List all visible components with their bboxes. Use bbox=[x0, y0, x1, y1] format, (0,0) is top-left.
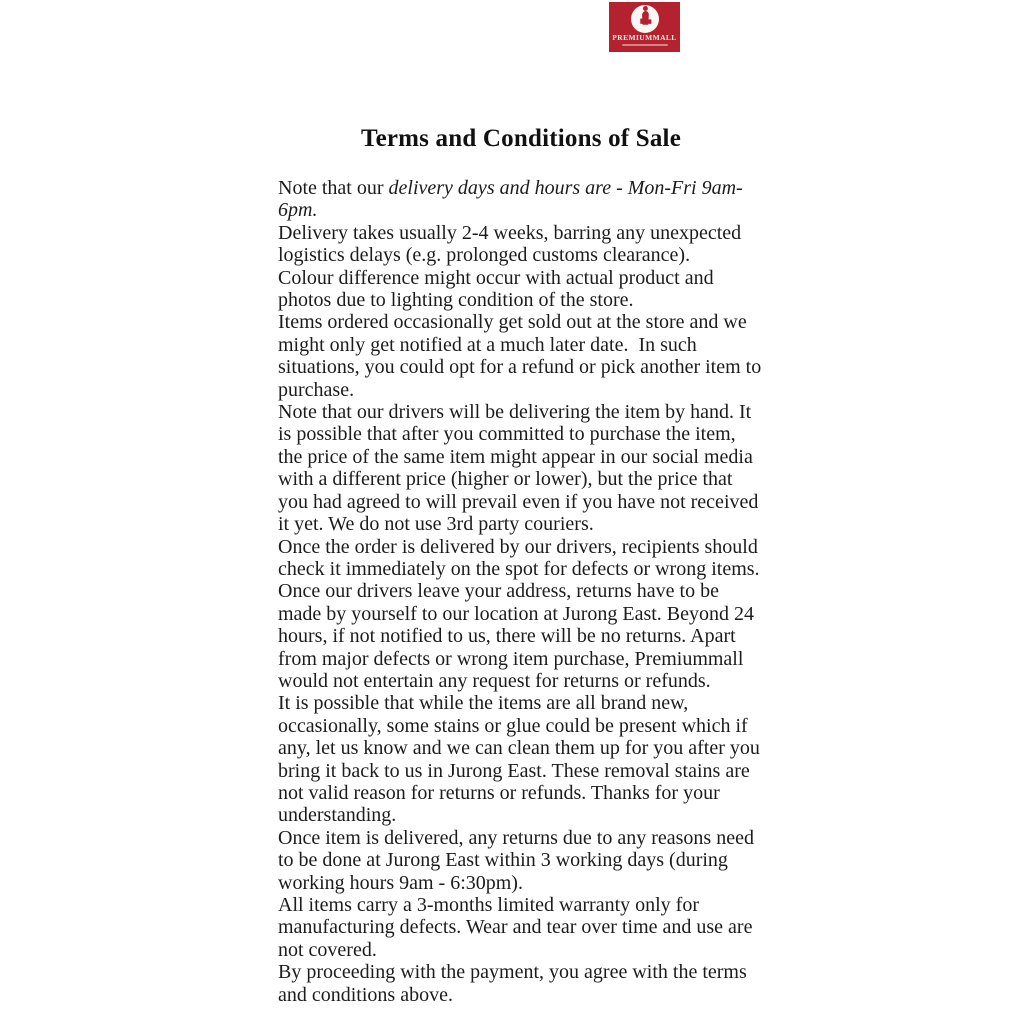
page-title: Terms and Conditions of Sale bbox=[360, 125, 682, 152]
terms-document bbox=[278, 124, 767, 1006]
logo-tagline bbox=[622, 44, 668, 46]
text-run: It is possible that while the items are all brand new, occasionally, some stains or glue could be present which if any, let us know and we can clean them up for you after you bring it back to us in Jurong East. These removal stains are not valid reason for returns or refunds. Thanks for your understanding. bbox=[278, 692, 765, 827]
paragraph bbox=[278, 894, 764, 961]
text-run: Note that our drivers will be delivering the item by hand. It is possible that after you committed to purchase the item, the price of the same item might appear in our social media with a different price (higher or lower), but the price that you had agreed to will prevail even if you have not received it yet. We do not use 3rd party couriers. bbox=[278, 401, 764, 536]
paragraph bbox=[278, 267, 764, 312]
text-run: Note that our bbox=[278, 177, 389, 199]
paragraph bbox=[278, 177, 764, 222]
premiummall-logo bbox=[609, 2, 680, 52]
paragraph bbox=[278, 961, 764, 1006]
paragraph bbox=[278, 827, 764, 894]
text-run: Items ordered occasionally get sold out at the store and we might only get notified at a much later date. In such situations, you could opt for a refund or pick another item to purchase. bbox=[278, 311, 767, 401]
text-run: Once our drivers leave your address, returns have to be made by yourself to our location at Jurong East. Beyond 24 hours, if not notified to us, there will be no returns. Apart from major defects or wrong item purchase, Premiummall would not entertain any request for returns or refunds. bbox=[278, 580, 760, 692]
paragraph bbox=[278, 536, 764, 581]
text-run: Once item is delivered, any returns due to any reasons need to be done at Jurong East within 3 working days (during working hours 9am - 6:30pm). bbox=[278, 826, 759, 894]
text-run: Colour difference might occur with actual product and photos due to lighting condition of the store. bbox=[278, 266, 719, 312]
paragraph bbox=[278, 580, 764, 692]
text-run: All items carry a 3-months limited warranty only for manufacturing defects. Wear and tear over time and use are not covered. bbox=[278, 894, 758, 961]
text-run: By proceeding with the payment, you agree with the terms and conditions above. bbox=[278, 961, 752, 1006]
text-run: Delivery takes usually 2-4 weeks, barring any unexpected logistics delays (e.g. prolonged customs clearance). bbox=[278, 221, 747, 267]
paragraph bbox=[278, 222, 764, 267]
logo-circle bbox=[631, 5, 659, 33]
paragraph bbox=[278, 692, 764, 826]
woman-shopper-icon bbox=[635, 5, 655, 33]
document-body bbox=[278, 177, 767, 1006]
paragraph bbox=[278, 311, 767, 401]
logo-brand-text: PREMIUMMALL bbox=[612, 33, 677, 42]
italic-text-run: delivery days and hours are - Mon-Fri 9am-6pm. bbox=[278, 177, 743, 222]
paragraph bbox=[278, 401, 764, 535]
text-run: Once the order is delivered by our drivers, recipients should check it immediately on the spot for defects or wrong items. bbox=[278, 535, 763, 580]
